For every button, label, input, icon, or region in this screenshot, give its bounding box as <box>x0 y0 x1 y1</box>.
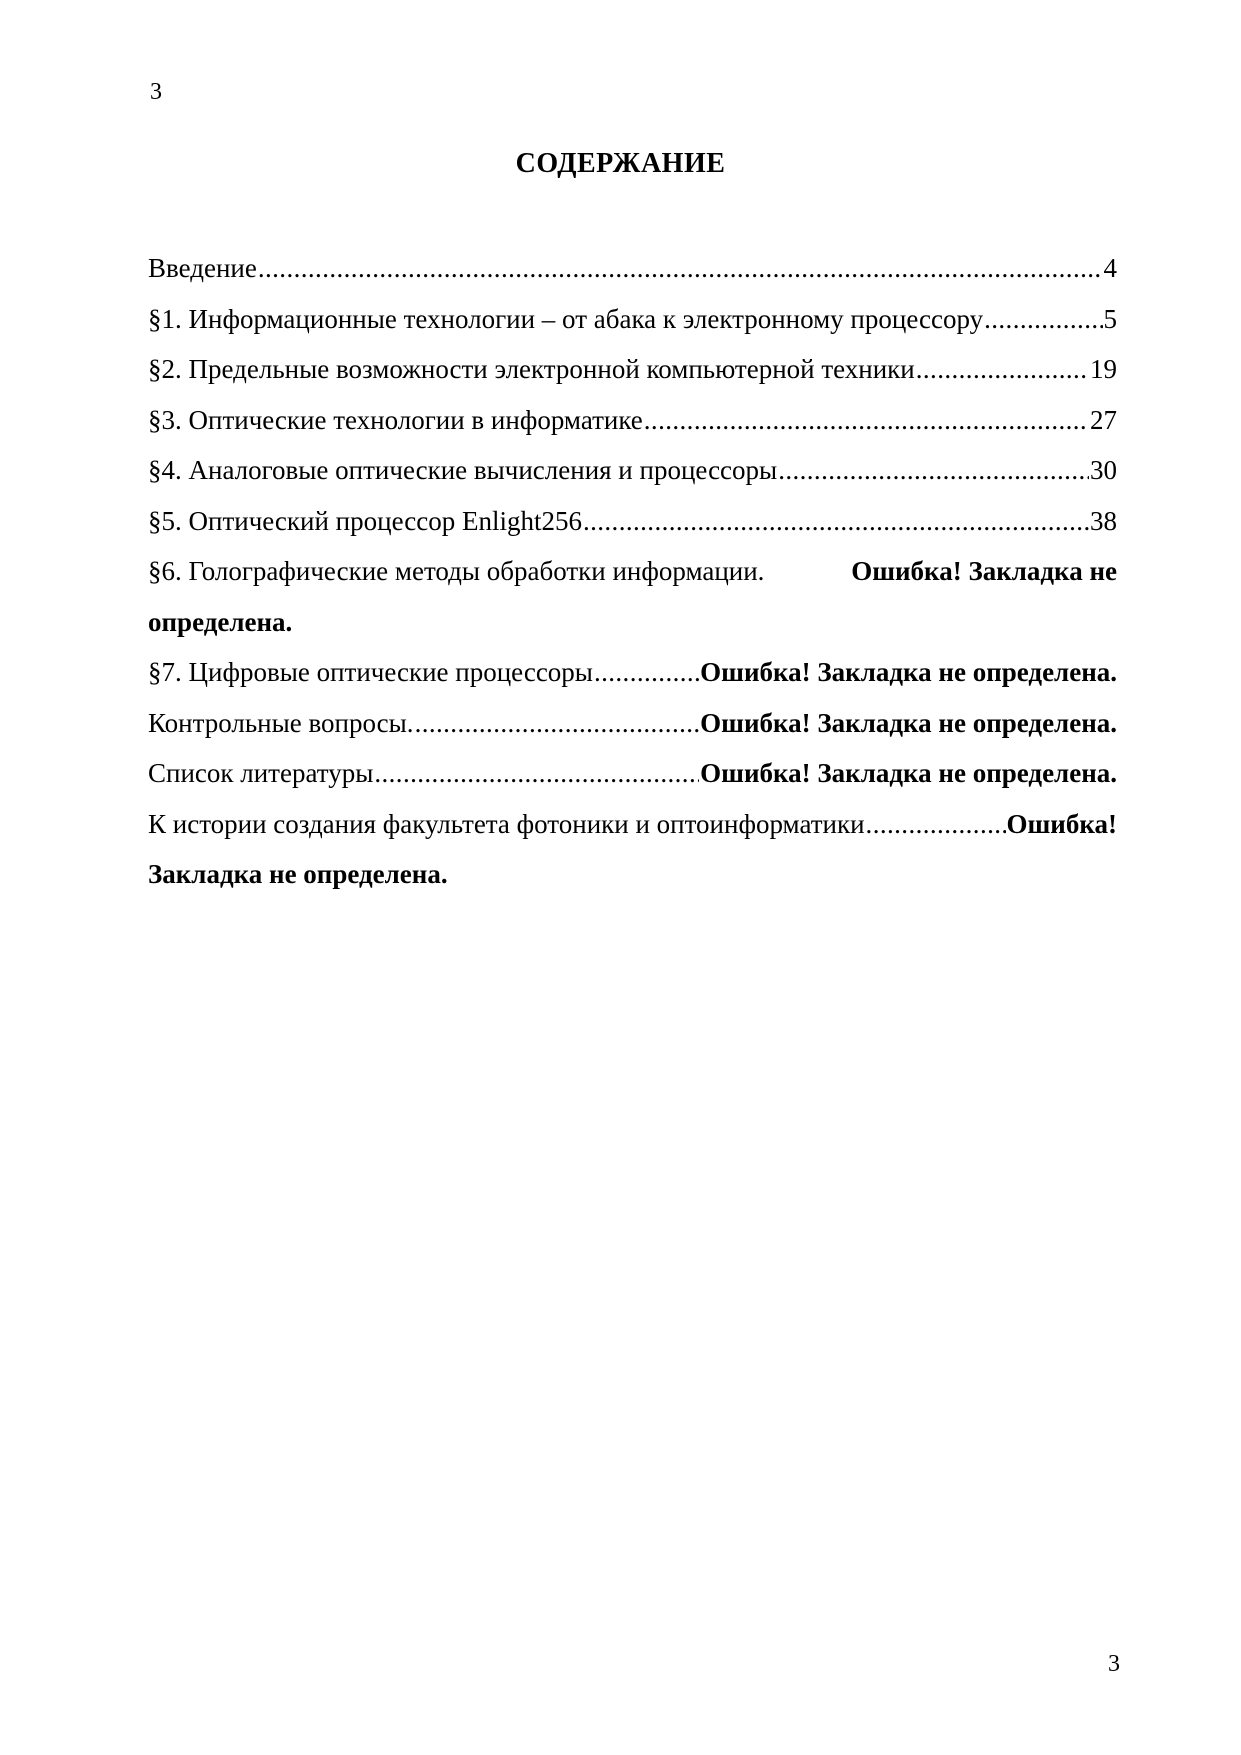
toc-entry-page: 19 <box>1090 354 1117 384</box>
dot-leader <box>583 496 1089 547</box>
toc-entry-page: 5 <box>1103 303 1117 334</box>
dot-leader <box>258 243 1103 294</box>
toc-entry-section-4[interactable] <box>148 445 1117 496</box>
toc-entry-page: 27 <box>1090 404 1117 435</box>
toc-entry-section-1[interactable] <box>148 294 1117 345</box>
toc-entry-error: Закладка не определена. <box>148 859 448 889</box>
toc-entry-section-6-continuation[interactable] <box>148 597 1117 648</box>
toc-entry-introduction[interactable] <box>148 243 1117 294</box>
toc-entry-label: Введение <box>148 253 257 283</box>
toc-entry-section-3[interactable] <box>148 395 1117 446</box>
toc-entry-page: 4 <box>1103 253 1117 283</box>
toc-entry-section-7[interactable] <box>148 647 1117 698</box>
toc-entry-label: §6. Голографические методы обработки информации. <box>148 556 765 586</box>
dot-leader <box>984 294 1102 345</box>
dot-leader <box>415 698 700 749</box>
toc-entry-label: Список литературы <box>148 758 374 788</box>
page-number-bottom: 3 <box>1108 1651 1120 1677</box>
toc-entry-section-6[interactable] <box>148 546 1117 597</box>
toc-entry-references[interactable] <box>148 748 1117 799</box>
toc-entry-label: §7. Цифровые оптические процессоры <box>148 657 593 687</box>
toc-entry-error: Ошибка! <box>1006 808 1117 839</box>
toc-entry-error: Ошибка! Закладка не определена. <box>700 657 1117 687</box>
toc-entry-label: §1. Информационные технологии – от абака к электронному процессору <box>148 303 984 334</box>
toc-entry-label: К истории создания факультета фотоники и оптоинформатики <box>148 808 865 839</box>
table-of-contents <box>148 243 1117 900</box>
toc-entry-label: §4. Аналоговые оптические вычисления и процессоры <box>148 455 778 485</box>
page-title: СОДЕРЖАНИЕ <box>515 148 726 179</box>
dot-leader <box>374 748 699 799</box>
toc-entry-review-questions[interactable] <box>148 698 1117 749</box>
toc-entry-section-2[interactable] <box>148 344 1117 395</box>
toc-entry-label: §3. Оптические технологии в информатике <box>148 404 643 435</box>
toc-entry-label: §5. Оптический процессор Enlight256 <box>148 505 582 536</box>
toc-entry-faculty-history-continuation[interactable] <box>148 849 1117 900</box>
toc-entry-page: 38 <box>1090 505 1117 536</box>
dot-leader <box>778 445 1089 496</box>
toc-entry-section-5[interactable] <box>148 496 1117 547</box>
page-number-top: 3 <box>150 79 162 105</box>
dot-leader <box>594 647 699 698</box>
toc-entry-page: 30 <box>1090 455 1117 485</box>
dot-leader <box>644 395 1089 446</box>
toc-entry-error: Ошибка! Закладка не определена. <box>700 707 1117 738</box>
toc-entry-label: Контрольные вопросы. <box>148 707 414 738</box>
dot-leader <box>916 344 1089 395</box>
toc-entry-error: Ошибка! Закладка не <box>851 556 1117 586</box>
toc-entry-error: определена. <box>148 606 293 637</box>
toc-entry-faculty-history[interactable] <box>148 799 1117 850</box>
dot-leader <box>866 799 1006 850</box>
toc-entry-error: Ошибка! Закладка не определена. <box>700 758 1117 788</box>
toc-entry-label: §2. Предельные возможности электронной компьютерной техники <box>148 354 915 384</box>
